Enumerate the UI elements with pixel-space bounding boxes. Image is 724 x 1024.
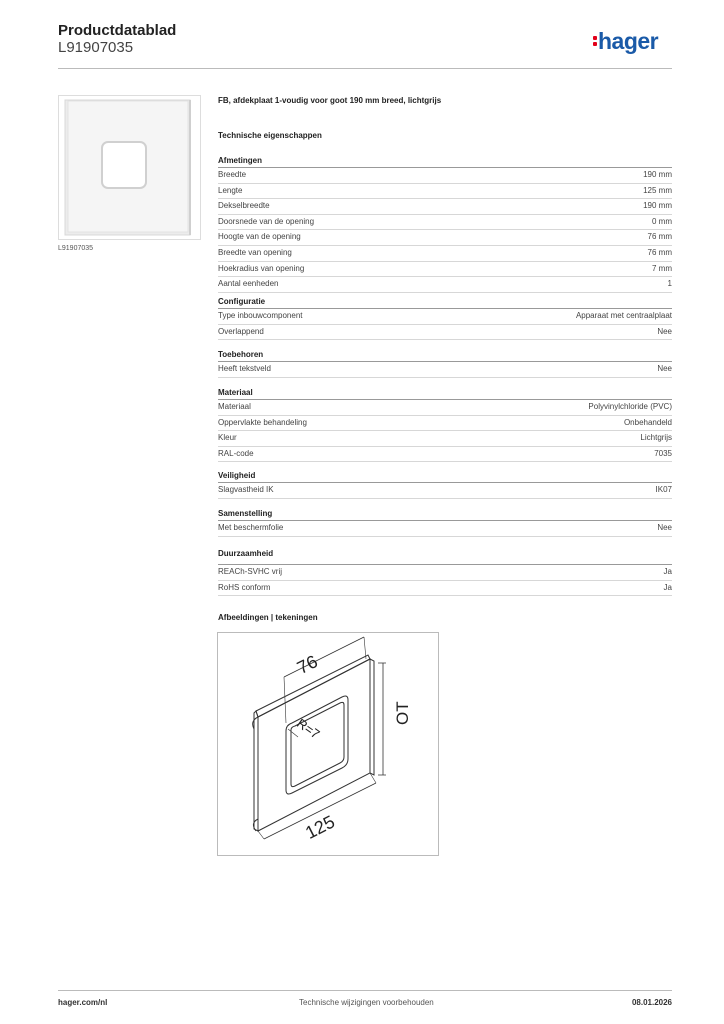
spec-row xyxy=(218,325,672,341)
hager-logo[interactable] xyxy=(593,28,658,55)
spec-value: Lichtgrijs xyxy=(640,433,672,443)
spec-row xyxy=(218,184,672,200)
section-title: Materiaal xyxy=(218,387,672,400)
spec-row xyxy=(218,199,672,215)
section-title: Samenstelling xyxy=(218,508,672,521)
spec-label: Heeft tekstveld xyxy=(218,364,271,373)
section-configuratie xyxy=(218,296,672,340)
spec-label: Slagvastheid IK xyxy=(218,485,274,494)
section-veiligheid xyxy=(218,470,672,499)
spec-row xyxy=(218,215,672,231)
technical-drawing xyxy=(217,632,439,856)
spec-label: Breedte van opening xyxy=(218,247,292,257)
spec-label: Aantal eenheden xyxy=(218,279,279,289)
page-title: Productdatablad xyxy=(58,22,177,39)
spec-value: Ja xyxy=(663,567,672,576)
spec-row xyxy=(218,262,672,278)
section-samenstelling xyxy=(218,508,672,537)
spec-row xyxy=(218,416,672,432)
footer-date: 08.01.2026 xyxy=(631,998,672,1007)
spec-label: Met beschermfolie xyxy=(218,523,284,532)
spec-value: 76 mm xyxy=(647,247,672,257)
spec-row xyxy=(218,521,672,537)
tech-heading: Technische eigenschappen xyxy=(218,131,322,140)
spec-value: Nee xyxy=(657,364,672,373)
spec-value: 7035 xyxy=(654,448,672,458)
footer-disclaimer: Technische wijzigingen voorbehouden xyxy=(299,998,434,1007)
spec-label: Materiaal xyxy=(218,402,251,411)
spec-label: REACh-SVHC vrij xyxy=(218,567,283,576)
section-duurzaamheid xyxy=(218,548,672,596)
images-heading: Afbeeldingen | tekeningen xyxy=(218,613,318,622)
spec-label: RAL-code xyxy=(218,448,254,458)
spec-row xyxy=(218,581,672,597)
footer-divider xyxy=(58,990,672,991)
product-image xyxy=(58,95,201,240)
dim-length-label: 125 xyxy=(302,811,338,843)
footer-website-link[interactable]: hager.com/nl xyxy=(58,998,108,1007)
spec-value: 190 mm xyxy=(643,170,672,179)
header-divider xyxy=(58,68,672,69)
cover-plate-drawing-icon xyxy=(218,633,438,855)
spec-value: Ja xyxy=(663,582,672,592)
spec-label: Oppervlakte behandeling xyxy=(218,417,307,427)
spec-value: 1 xyxy=(667,279,672,289)
section-toebehoren xyxy=(218,349,672,378)
dim-width-label: 76 xyxy=(293,651,321,679)
spec-label: RoHS conform xyxy=(218,582,271,592)
spec-value: 7 mm xyxy=(652,263,672,273)
logo-text: hager xyxy=(598,28,659,54)
section-title: Toebehoren xyxy=(218,349,672,362)
section-afmetingen xyxy=(218,155,672,293)
spec-label: Kleur xyxy=(218,433,237,443)
logo-dots-icon xyxy=(593,34,597,48)
product-description: FB, afdekplaat 1-voudig voor goot 190 mm breed, lichtgrijs xyxy=(218,96,442,105)
spec-row xyxy=(218,277,672,293)
dim-height-label: OT xyxy=(393,701,412,725)
section-title: Configuratie xyxy=(218,296,672,309)
spec-row xyxy=(218,483,672,499)
spec-row xyxy=(218,400,672,416)
spec-label: Type inbouwcomponent xyxy=(218,311,303,320)
spec-label: Hoekradius van opening xyxy=(218,263,305,273)
spec-row xyxy=(218,565,672,581)
spec-row xyxy=(218,246,672,262)
spec-value: 0 mm xyxy=(652,216,672,226)
spec-label: Overlappend xyxy=(218,326,264,336)
spec-value: Nee xyxy=(657,523,672,532)
spec-row xyxy=(218,447,672,463)
spec-label: Lengte xyxy=(218,185,243,195)
spec-row xyxy=(218,309,672,325)
spec-label: Doorsnede van de opening xyxy=(218,216,315,226)
spec-value: Onbehandeld xyxy=(623,417,672,427)
cover-plate-icon xyxy=(59,96,200,239)
dim-radius-label: R=7 xyxy=(294,715,323,742)
spec-row xyxy=(218,168,672,184)
spec-value: 125 mm xyxy=(643,185,672,195)
spec-value: IK07 xyxy=(655,485,672,494)
spec-label: Breedte xyxy=(218,170,247,179)
section-title: Afmetingen xyxy=(218,155,672,168)
section-title: Duurzaamheid xyxy=(218,548,672,565)
product-code: L91907035 xyxy=(58,39,134,56)
product-image-caption: L91907035 xyxy=(58,245,94,252)
section-title: Veiligheid xyxy=(218,470,672,483)
spec-row xyxy=(218,230,672,246)
spec-value: Nee xyxy=(657,326,672,336)
spec-value: Polyvinylchloride (PVC) xyxy=(588,402,672,411)
spec-row xyxy=(218,431,672,447)
spec-row xyxy=(218,362,672,378)
spec-label: Dekselbreedte xyxy=(218,201,270,211)
section-materiaal xyxy=(218,387,672,462)
spec-value: Apparaat met centraalplaat xyxy=(575,311,672,320)
spec-value: 190 mm xyxy=(643,201,672,211)
spec-value: 76 mm xyxy=(647,232,672,242)
spec-label: Hoogte van de opening xyxy=(218,232,301,242)
